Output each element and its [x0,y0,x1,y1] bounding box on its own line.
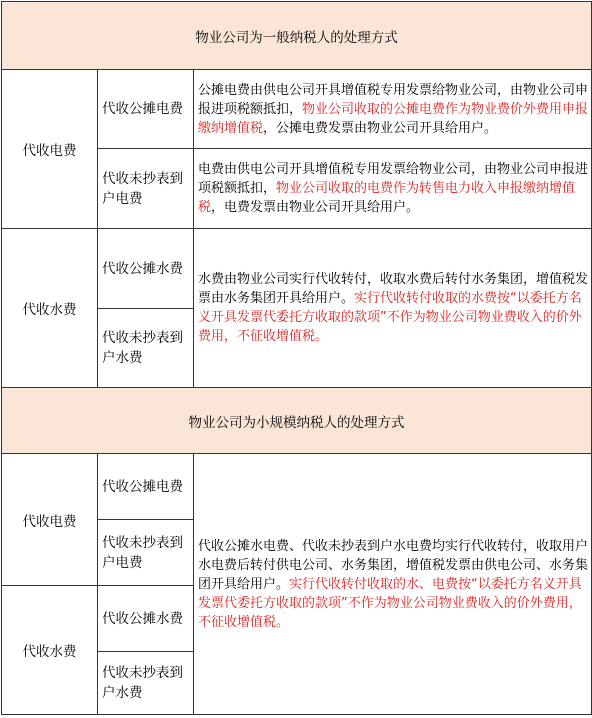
general-unmetered-electricity-label: 代收未抄表到户电费 [98,149,194,229]
general-water-desc: 水费由物业公司实行代收转付，收取水费后转付水务集团，增值税发票由水务集团开具给用户。实行代收转付收取的水费按“以委托方名义开具发票代委托方收取的款项”不作为物业公司物业费收入的价外费用，不征收增值税。 [194,229,592,388]
highlight-text: 物业公司收取的公摊电费作为物业费价外费用申报缴纳增值税 [198,101,589,136]
small-shared-water-label: 代收公摊水费 [98,586,194,652]
small-water-label: 代收水费 [2,586,98,715]
general-electricity-label: 代收电费 [2,70,98,229]
general-shared-electricity-desc: 公摊电费由供电公司开具增值税专用发票给物业公司，由物业公司申报进项税额抵扣，物业公司收取的公摊电费作为物业费价外费用申报缴纳增值税，公摊电费发票由物业公司开具给用户。 [194,70,592,149]
tax-treatment-table [1,1,592,715]
general-unmetered-water-label: 代收未抄表到户水费 [98,309,194,388]
small-scale-desc: 代收公摊水电费、代收未抄表到户水电费均实行代收转付，收取用户水电费后转付供电公司、水务集团，增值税发票由供电公司、水务集团开具给用户。实行代收转付收取的水、电费按“以委托方名义开具发票代委托方收取的款项”不作为物业公司物业费收入的价外费用，不征收增值税。 [194,454,592,715]
highlight-text: 实行代收转付收取的水费按“以委托方名义开具发票代委托方收取的款项”不作为物业公司物业费收入的价外费用，不征收增值税。 [198,291,582,344]
general-shared-electricity-label: 代收公摊电费 [98,70,194,149]
small-unmetered-electricity-label: 代收未抄表到户电费 [98,520,194,586]
highlight-text: 实行代收转付收取的水、电费按“以委托方名义开具发票代委托方收取的款项”不作为物业公司物业费收入的价外费用，不征收增值税。 [198,576,582,630]
general-unmetered-electricity-desc: 电费由供电公司开具增值税专用发票给物业公司，由物业公司申报进项税额抵扣，物业公司收取的电费作为转售电力收入申报缴纳增值税，电费发票由物业公司开具给用户。 [194,149,592,229]
small-scale-taxpayer-header [2,388,592,454]
general-water-label: 代收水费 [2,229,98,388]
general-taxpayer-header [2,2,592,70]
highlight-text: 物业公司收取的电费作为转售电力收入申报缴纳增值税 [198,181,576,215]
general-shared-water-label: 代收公摊水费 [98,229,194,309]
general-header-text: 物业公司为一般纳税人的处理方式 [195,29,398,46]
small-shared-electricity-label: 代收公摊电费 [98,454,194,520]
small-scale-header-text: 物业公司为小规模纳税人的处理方式 [188,414,405,431]
small-electricity-label: 代收电费 [2,454,98,586]
small-unmetered-water-label: 代收未抄表到户水费 [98,652,194,715]
